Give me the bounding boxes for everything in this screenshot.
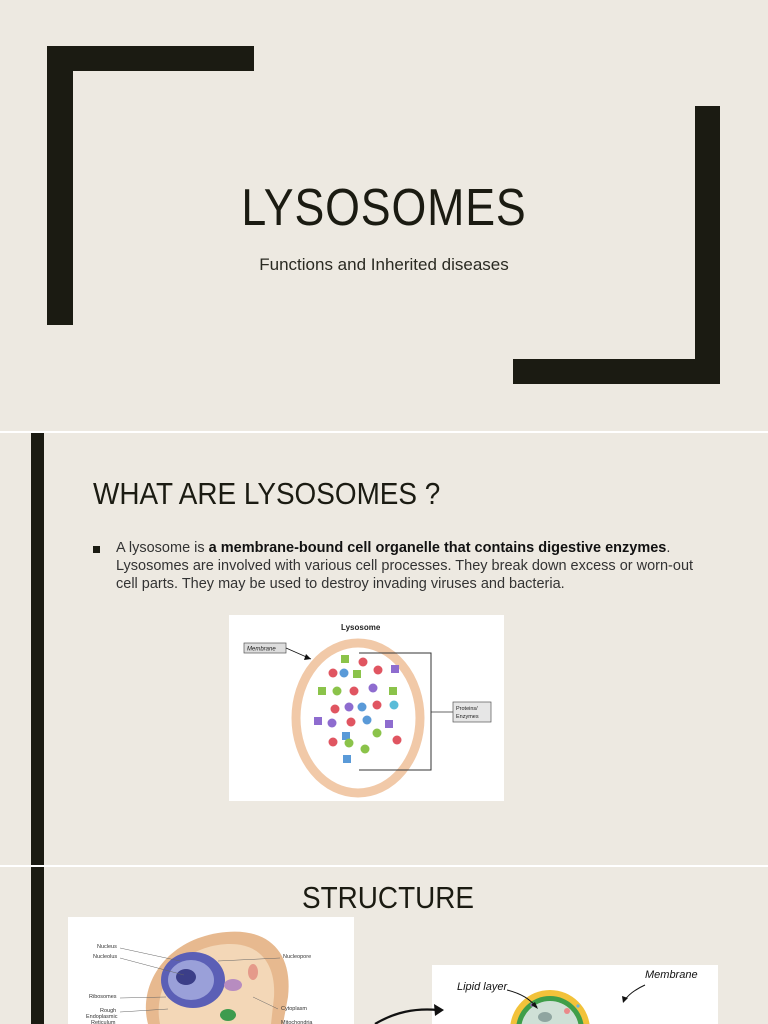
section-heading: WHAT ARE LYSOSOMES ?: [93, 476, 441, 511]
definition-text: [116, 539, 716, 593]
frame-bar-top-left-horizontal: [47, 46, 254, 71]
frame-bar-bottom-right-horizontal: [513, 359, 720, 384]
title-slide: [0, 0, 768, 431]
frame-bar-bottom-right-vertical: [695, 106, 720, 384]
label-nucleopore: Nucleopore: [283, 954, 312, 960]
label-nucleus: Nucleus: [97, 944, 117, 950]
lysosome-membrane-diagram: [432, 965, 718, 1024]
label-membrane: Membrane: [645, 969, 698, 981]
label-lipid-layer: Lipid layer: [457, 981, 508, 993]
label-reticulum: Reticulum: [91, 1020, 116, 1024]
definition-text-bold: a membrane-bound cell organelle that contains digestive enzymes: [208, 540, 667, 556]
slide-subtitle: Functions and Inherited diseases: [259, 255, 509, 274]
slide-left-bar: [31, 433, 44, 865]
enzymes-label-line2: Enzymes: [456, 714, 479, 720]
bullet-icon: [93, 543, 103, 553]
definition-text-start: A lysosome is: [116, 540, 209, 556]
diagram-title: Lysosome: [341, 623, 381, 632]
slide-title: LYSOSOMES: [241, 179, 527, 237]
lysosome-diagram: [229, 615, 504, 801]
label-endoplasmic: Endoplasmic: [86, 1014, 118, 1020]
section-heading: STRUCTURE: [301, 880, 475, 915]
label-rough: Rough: [100, 1008, 117, 1014]
label-cytoplasm: Cytoplasm: [281, 1006, 307, 1012]
label-mitochondria: Mitochondria: [281, 1020, 313, 1024]
label-nucleolus: Nucleolus: [93, 954, 118, 960]
animal-cell-diagram: [68, 917, 354, 1024]
enzymes-label-line1: Proteins/: [456, 706, 478, 712]
label-ribosomes: Ribosomes: [89, 994, 117, 1000]
membrane-label: Membrane: [247, 646, 276, 653]
definition-text-end: . Lysosomes are involved with various cell processes. They break down excess or worn-out cell parts. They may be used to destroy invading viruses and bacteria.: [116, 540, 694, 592]
